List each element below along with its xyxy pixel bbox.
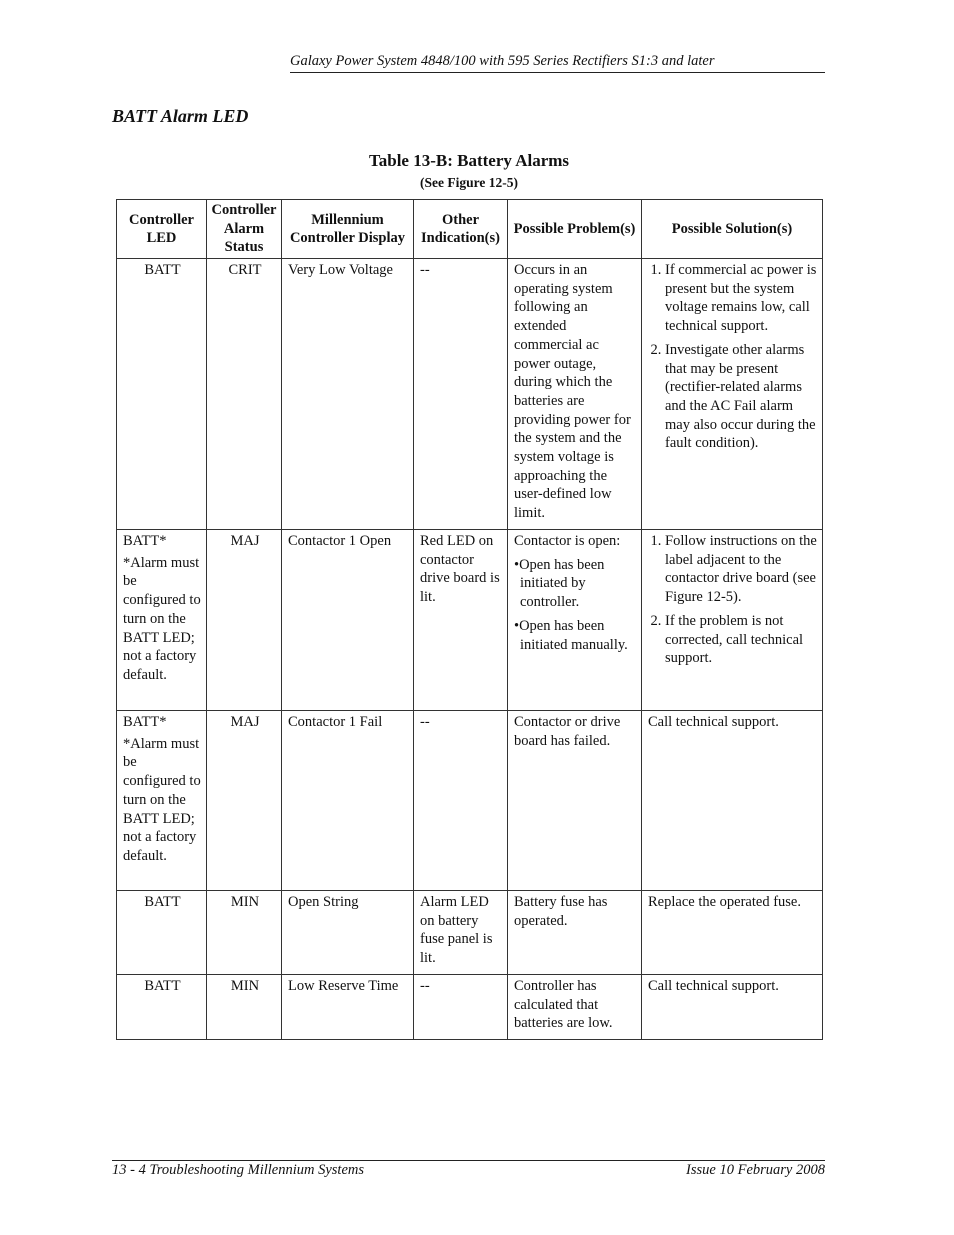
cell-controller-led: [117, 530, 207, 711]
cell-controller-display: Open String: [282, 891, 414, 975]
battery-alarms-table: [116, 199, 823, 1040]
column-header-possible-solutions: Possible Solution(s): [642, 200, 823, 259]
cell-possible-solutions: [642, 530, 823, 711]
cell-alarm-status: MAJ: [207, 530, 282, 711]
cell-controller-display: Low Reserve Time: [282, 975, 414, 1040]
cell-possible-solutions: Replace the operated fuse.: [642, 891, 823, 975]
cell-possible-problems: Contactor or drive board has failed.: [508, 711, 642, 891]
cell-alarm-status: MIN: [207, 891, 282, 975]
solution-step: 2. Investigate other alarms that may be present (rectifier-related alarms and the AC Fail alarm may also occur during the fault condition).: [665, 341, 818, 453]
table-subcaption: (See Figure 12-5): [420, 175, 518, 190]
cell-alarm-status: CRIT: [207, 259, 282, 530]
table-row: [117, 711, 823, 891]
cell-possible-problems: Battery fuse has operated.: [508, 891, 642, 975]
solution-steps: [648, 261, 818, 453]
table-row: [117, 891, 823, 975]
running-header: Galaxy Power System 4848/100 with 595 Series Rectifiers S1:3 and later: [290, 53, 715, 69]
cell-controller-led: [117, 259, 207, 530]
column-header-alarm-status: Controller Alarm Status: [207, 200, 282, 259]
problem-text: Occurs in an operating system following an extended commercial ac power outage, during which the batteries are providing power for the system and the system voltage is approaching the user-defined low limit.: [514, 262, 631, 522]
cell-other-indications: --: [414, 975, 508, 1040]
column-header-possible-problems: Possible Problem(s): [508, 200, 642, 259]
problem-bullet: •Open has been initiated by controller.: [514, 556, 605, 611]
table-row: [117, 975, 823, 1040]
solution-step: 1. If commercial ac power is present but the system voltage remains low, call technical support.: [665, 261, 818, 336]
cell-alarm-status: MIN: [207, 975, 282, 1040]
solution-steps: [648, 532, 818, 668]
problem-text: Contactor is open:: [514, 533, 621, 549]
cell-alarm-status: MAJ: [207, 711, 282, 891]
cell-possible-problems: [508, 259, 642, 530]
cell-other-indications: --: [414, 259, 508, 530]
cell-controller-display: Very Low Voltage: [282, 259, 414, 530]
led-label: BATT*: [123, 714, 167, 730]
led-config-note: *Alarm must be configured to turn on the BATT LED; not a factory default.: [123, 735, 201, 864]
cell-other-indications: Alarm LED on battery fuse panel is lit.: [414, 891, 508, 975]
cell-possible-solutions: [642, 259, 823, 530]
column-header-other-indications: Other Indication(s): [414, 200, 508, 259]
column-header-controller-led: Controller LED: [117, 200, 207, 259]
cell-controller-led: [117, 975, 207, 1040]
cell-controller-led: [117, 711, 207, 891]
led-label: BATT: [144, 262, 181, 278]
led-label: BATT*: [123, 533, 167, 549]
cell-possible-solutions: Call technical support.: [642, 711, 823, 891]
led-label: BATT: [144, 978, 181, 994]
cell-controller-display: Contactor 1 Open: [282, 530, 414, 711]
problem-bullet: •Open has been initiated manually.: [514, 617, 628, 653]
cell-other-indications: --: [414, 711, 508, 891]
cell-controller-display: Contactor 1 Fail: [282, 711, 414, 891]
section-title: BATT Alarm LED: [112, 106, 249, 126]
column-header-controller-display: Millennium Controller Display: [282, 200, 414, 259]
cell-possible-solutions: Call technical support.: [642, 975, 823, 1040]
table-caption: Table 13-B: Battery Alarms: [368, 151, 570, 170]
led-label: BATT: [144, 894, 181, 910]
header-rule: [290, 72, 825, 73]
cell-possible-problems: Controller has calculated that batteries are low.: [508, 975, 642, 1040]
solution-step: 1. Follow instructions on the label adjacent to the contactor drive board (see Figure 12-5).: [665, 532, 818, 607]
footer-page-info: 13 - 4 Troubleshooting Millennium Systems: [112, 1162, 364, 1178]
cell-controller-led: [117, 891, 207, 975]
footer-issue-date: Issue 10 February 2008: [686, 1162, 825, 1178]
led-config-note: *Alarm must be configured to turn on the BATT LED; not a factory default.: [123, 554, 201, 683]
table-header-row: [117, 200, 823, 259]
solution-step: 2. If the problem is not corrected, call technical support.: [665, 612, 818, 668]
table-row: [117, 259, 823, 530]
table-row: [117, 530, 823, 711]
cell-possible-problems: [508, 530, 642, 711]
footer-rule: [112, 1160, 825, 1161]
cell-other-indications: Red LED on contactor drive board is lit.: [414, 530, 508, 711]
